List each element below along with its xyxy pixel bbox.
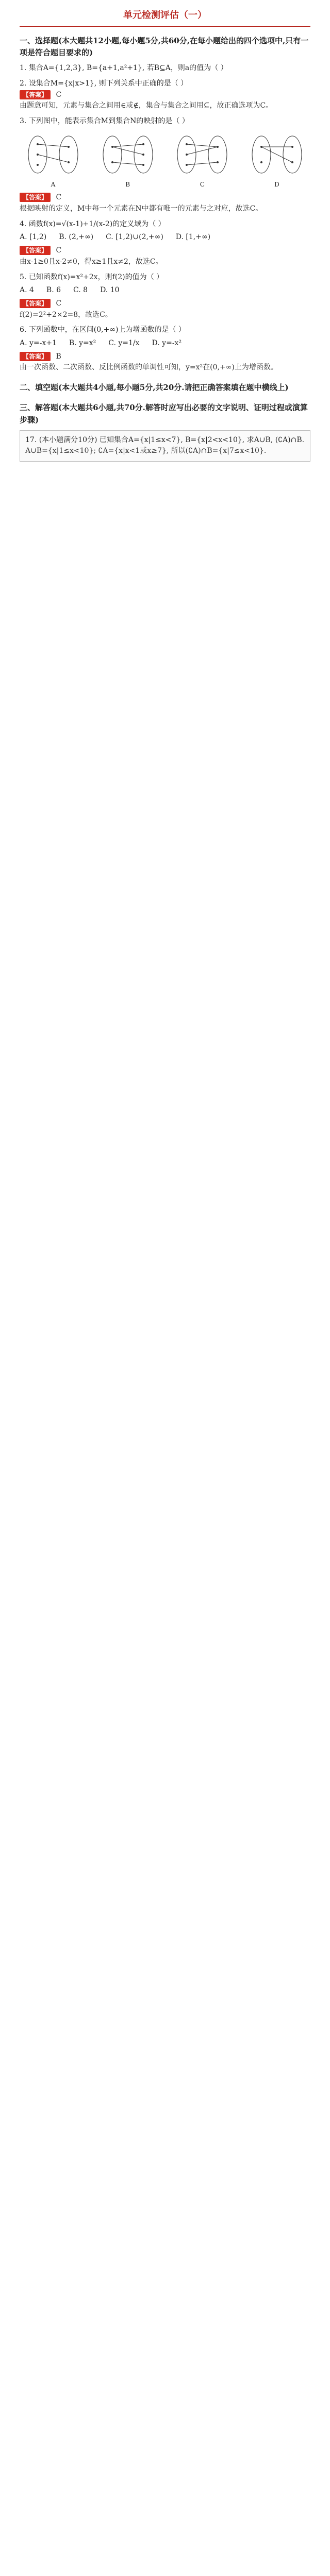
question-4-answer	[20, 245, 310, 267]
option-d: D. y=-x²	[152, 338, 182, 347]
option-b: B. (2,+∞)	[59, 233, 94, 242]
question-17-text: 17. (本小题满分10分) 已知集合A={x|1≤x<7}, B={x|2<x<10}, 求A∪B, (∁A)∩B.	[25, 435, 305, 444]
question-2-answer	[20, 90, 310, 112]
figure-d	[243, 131, 310, 190]
answer-tag: 【答案】	[20, 352, 51, 361]
question-4-text: 4. 函数f(x)=√(x-1)+1/(x-2)的定义域为（ ）	[20, 219, 166, 228]
figure-b-label: B	[125, 180, 130, 188]
question-6-text: 6. 下列函数中，在区间(0,+∞)上为增函数的是（ ）	[20, 326, 186, 334]
option-a: A. 4	[20, 286, 34, 295]
question-4	[20, 219, 310, 268]
figure-c	[169, 131, 236, 190]
figure-d-label: D	[274, 180, 279, 188]
section-1-title: 一、选择题(本大题共12小题,每小题5分,共60分,在每小题给出的四个选项中,只有一项是符合题目要求的)	[20, 36, 309, 58]
option-c: C. 8	[73, 286, 88, 295]
question-4-analysis: 由x-1≥0且x-2≠0，得x≥1且x≠2，故选C。	[20, 257, 163, 266]
answer-tag: 【答案】	[20, 193, 51, 202]
document-page	[10, 0, 320, 2576]
question-6-options	[20, 338, 310, 349]
answer-tag: 【答案】	[20, 299, 51, 308]
mapping-diagram-c	[171, 131, 233, 178]
answer-value: B	[56, 352, 61, 361]
option-a: A. [1,2)	[20, 233, 47, 242]
question-3-answer	[20, 192, 310, 214]
mapping-figures	[20, 131, 310, 190]
question-1	[20, 63, 310, 74]
mapping-diagram-a	[22, 131, 84, 178]
question-5-answer	[20, 298, 310, 320]
answer-tag: 【答案】	[20, 246, 51, 255]
option-a: A. y=-x+1	[20, 338, 57, 347]
title-divider	[20, 26, 310, 27]
option-b: B. 6	[46, 286, 61, 295]
question-5-options	[20, 285, 310, 296]
answer-value: C	[56, 193, 62, 202]
question-3-analysis: 根据映射的定义，M中每一个元素在N中都有唯一的元素与之对应，故选C。	[20, 205, 263, 213]
question-17	[20, 430, 310, 462]
question-17-analysis: A∪B={x|1≤x<10}; ∁A={x|x<1或x≥7}, 所以(∁A)∩B={x|7≤x<10}.	[25, 447, 267, 455]
question-6	[20, 325, 310, 374]
answer-value: C	[56, 299, 62, 308]
question-2-text: 2. 设集合M={x|x>1}, 则下列关系中正确的是（ ）	[20, 79, 188, 88]
option-b: B. y=x²	[69, 338, 96, 347]
mapping-diagram-b	[97, 131, 159, 178]
question-2	[20, 78, 310, 112]
answer-value: C	[56, 90, 62, 99]
document-title: 单元检测评估（一）	[123, 10, 207, 21]
figure-a-label: A	[51, 180, 56, 188]
figure-c-label: C	[200, 180, 205, 188]
option-d: D. [1,+∞)	[175, 233, 211, 242]
section-3-title: 三、解答题(本大题共6小题,共70分.解答时应写出必要的文字说明、证明过程或演算步骤)	[20, 403, 308, 425]
question-6-analysis: 由一次函数、二次函数、反比例函数的单调性可知，y=x²在(0,+∞)上为增函数。	[20, 363, 278, 372]
question-4-options	[20, 232, 310, 243]
section-2-title: 二、填空题(本大题共4小题,每小题5分,共20分.请把正确答案填在题中横线上)	[20, 383, 289, 393]
option-c: C. [1,2)∪(2,+∞)	[106, 233, 163, 242]
question-2-analysis: 由题意可知，元素与集合之间用∈或∉，集合与集合之间用⊆，故正确选项为C。	[20, 101, 273, 110]
answer-tag: 【答案】	[20, 90, 51, 99]
option-d: D. 10	[100, 286, 120, 295]
option-c: C. y=1/x	[108, 338, 140, 347]
figure-a	[20, 131, 87, 190]
mapping-diagram-d	[246, 131, 308, 178]
answer-value: C	[56, 246, 62, 255]
question-3	[20, 116, 310, 215]
question-6-answer	[20, 351, 310, 374]
figure-b	[94, 131, 161, 190]
question-5-text: 5. 已知函数f(x)=x²+2x，则f(2)的值为（ ）	[20, 273, 164, 281]
question-1-text: 1. 集合A={1,2,3}, B={a+1,a²+1}, 若B⊆A，则a的值为（ ）	[20, 64, 228, 73]
question-5-analysis: f(2)=2²+2×2=8，故选C。	[20, 310, 112, 319]
question-5	[20, 272, 310, 321]
question-3-text: 3. 下列图中，能表示集合M到集合N的映射的是（ ）	[20, 117, 189, 126]
